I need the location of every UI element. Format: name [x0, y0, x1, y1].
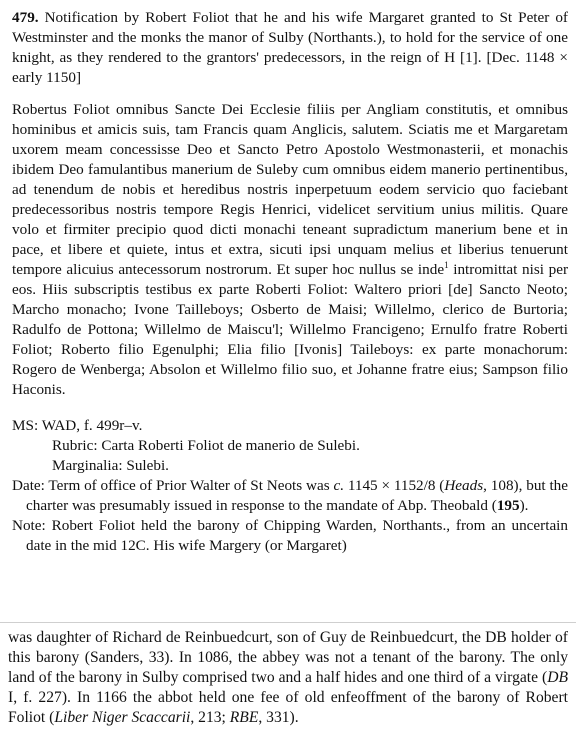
charter-text	[12, 100, 568, 400]
page-divider	[0, 622, 576, 623]
entry-summary: Notification by Robert Foliot that he and his wife Margaret granted to St Peter of Westminster and the monks the manor of Sulby (Northants.), to hold for the service of one knight, as they rendered to the grantors' predecessors, in the reign of H [1]. [Dec. 1148 × early 1150]	[12, 9, 568, 86]
charter-text-part2: intromittat nisi per eos. Hiis subscriptis testibus ex parte Roberti Foliot: Waltero priori [de] Sancto Neoto; Marcho monacho; Ivone Tailleboys; Osberto de Maisi; Willelmo, clerico de Burtoria; Radulfo de Pottona; Willelmo de Maiscu'l; Willelmo Francigeno; Ernulfo fratre Roberti Foliot; Roberto filio Egenulphi; Elia filio [Ivonis] Taileboys: ex parte monachorum: Rogero de Wenberga; Absolon et Willelmo filio suo, et Johanne fratre eius; Sampson filio Haconis.	[12, 261, 569, 398]
footnote-marker: 1	[444, 259, 449, 270]
entry-number: 479.	[12, 9, 39, 26]
document-page	[12, 8, 568, 556]
date-note: Date: Term of office of Prior Walter of St Neots was c. 1145 × 1152/8 (Heads, 108), but the charter was presumably issued in response to the mandate of Abp. Theobald (195).	[12, 477, 569, 514]
continuation-text: was daughter of Richard de Reinbuedcurt, son of Guy de Reinbuedcurt, the DB holder of this barony (Sanders, 33). In 1086, the abbey was not a tenant of the barony. The only land of the barony in Sulby comprised two and a half hides and one third of a virgate (DB I, f. 227). In 1166 the abbot held one fee of old enfeoffment of the barony of Robert Foliot (Liber Niger Scaccarii, 213; RBE, 331).	[8, 629, 568, 726]
continuation-block	[8, 628, 568, 728]
manuscript-line: MS: WAD, f. 499r–v.	[12, 417, 143, 434]
charter-text-part1: Robertus Foliot omnibus Sancte Dei Ecclesie filiis per Angliam constitutis, et omnibus hominibus et amicis suis, tam Francis quam Anglicis, salutem. Sciatis me et Margaretam uxorem meam concessisse Deo et Sancto Petro Apostolo Westmonasterii, et monachis ibidem Deo famulantibus manerium de Suleby cum omnibus eidem manerio pertinentibus, ad tenendum de nobis et heredibus nostris inperpetuum eodem servicio quo faciebant predecessoribus nostris tempore Regis Henrici, videlicet servitium unius militis. Quare volo et firmiter precipio quod dicti monachi teneant supradictum manerium bene et in pace, et libere et quiete, intus et extra, sicuti ipsi unquam melius et liberius tenuerunt tempore alicuius antecessorum nostrorum. Et super hoc nullus se inde	[12, 101, 568, 278]
apparatus	[12, 416, 568, 556]
commentary-note: Note: Robert Foliot held the barony of Chipping Warden, Northants., from an uncertain date in the mid 12C. His wife Margery (or Margaret)	[12, 517, 568, 554]
rubric-line: Rubric: Carta Roberti Foliot de manerio de Sulebi.	[52, 437, 360, 454]
entry-heading	[12, 8, 568, 88]
marginalia-line: Marginalia: Sulebi.	[52, 457, 169, 474]
